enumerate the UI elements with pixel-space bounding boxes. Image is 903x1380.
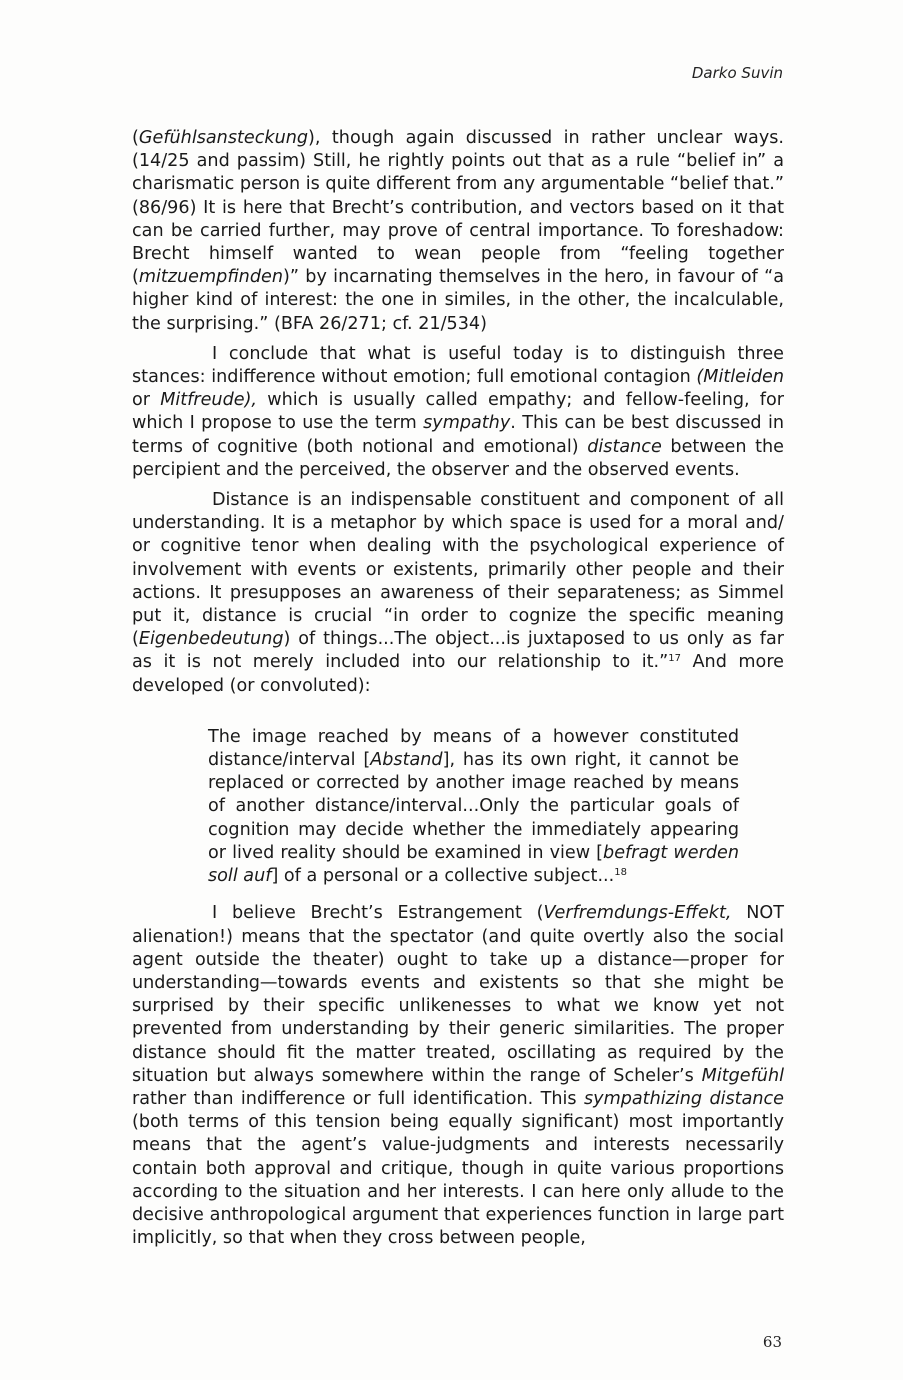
text-run: (both terms of this tension being equally significant) most importantly means that the agent’s value-judgments and interests necessarily contain both approval and critique, though in quite various proportions according to the situation and her interests. I can here only allude to the decisive anthropological argument that experiences function in large part implicitly, so that when they cross between people, bbox=[132, 1112, 784, 1249]
italic-term: Verfremdungs-Effekt, bbox=[543, 903, 732, 924]
italic-term: Eigenbedeutung bbox=[138, 629, 284, 650]
text-run: which is usually called empathy; and fellow-feeling, for which I propose to use the term bbox=[132, 390, 784, 434]
text-run: rather than indifference or full identification. This bbox=[132, 1088, 584, 1109]
italic-term: Abstand bbox=[370, 750, 443, 771]
page-number: 63 bbox=[762, 1333, 782, 1351]
paragraph bbox=[132, 902, 784, 1250]
text-run: I conclude that what is useful today is to distinguish three stances: indifference without emotion; full emotional contagion bbox=[132, 343, 784, 388]
text-run: ], has its own right, it cannot be replaced or corrected by another image reached by means of another distance/interval...Only the particular goals of cognition may decide whether the immediately appearing or lived reality should be examined in view [ bbox=[208, 750, 739, 863]
body-text bbox=[132, 127, 784, 1250]
italic-term: mitzuempfinden bbox=[138, 267, 283, 288]
italic-term: Mitgefühl bbox=[701, 1065, 784, 1086]
text-run: between the percipient and the perceived, the observer and the observed events. bbox=[132, 436, 785, 480]
block-quote bbox=[208, 726, 739, 888]
paragraph bbox=[132, 343, 784, 482]
italic-term: sympathizing distance bbox=[584, 1088, 784, 1109]
text-run: or bbox=[132, 390, 161, 411]
italic-term: Mitfreude), bbox=[160, 390, 258, 411]
text-run: . This can be best discussed in terms of cognitive (both notional and emotional) bbox=[132, 413, 784, 457]
footnote-marker: 18 bbox=[614, 867, 627, 879]
paragraph: (Gefühlsansteckung), though again discussed in rather unclear ways. (14/25 and passim) Still, he rightly points out that as a rule “belief in” a charismatic person is quite different from any argumentable “belief that.” (86/96) It is here that Brecht’s contribution, and vectors based on it that can be carried further, may prove of central importance. To foreshadow: Brecht himself wanted to wean people from “feeling together (mitzuempfinden)” by incarnating themselves in the hero, in favour of “a higher kind of interest: the one in similes, in the other, the incalculable, the surprising.” (BFA 26/271; cf. 21/534) bbox=[132, 128, 784, 334]
running-head: Darko Suvin bbox=[691, 64, 783, 82]
text-run: ) of things...The object...is juxtaposed to us only as far as it is not merely included into our relationship to it.” bbox=[132, 629, 784, 673]
italic-term: Gefühlsansteckung bbox=[138, 128, 309, 148]
text-run: Distance is an indispensable constituent and component of all understanding. It is a metaphor by which space is used for a moral and/ or cognitive tenor when dealing with the psychological experience of involvement with events or existents, primarily other people and their actions. It presupposes an awareness of their separateness; as Simmel put it, distance is crucial “in order to cognize the specific meaning ( bbox=[132, 490, 784, 650]
italic-term: befragt werden soll auf bbox=[208, 842, 739, 887]
quote-paragraph bbox=[208, 726, 739, 888]
text-run: The image reached by means of a however constituted distance/interval [ bbox=[208, 726, 739, 771]
text-run: I believe Brecht’s Estrangement ( bbox=[212, 903, 544, 924]
paragraph bbox=[132, 489, 784, 698]
italic-term: (Mitleiden bbox=[696, 367, 784, 388]
text-run: ), though again discussed in rather unclear ways. (14/25 and passim) Still, he rightly points out that as a rule “belief in” a charismatic person is quite different from any argumentable “belief that.” (86/96) It is here that Brecht’s contribution, and vectors based on it that can be carried further, may prove of central importance. To foreshadow: Brecht himself wanted to wean people from “feeling together ( bbox=[132, 128, 784, 288]
text-run: NOT alienation!) means that the spectator (and quite overtly also the social agent outside the theater) ought to take up a distance—proper for understanding—towards events and existents so that she might be surprised by their specific unlikenesses to what we know yet not prevented from understanding by their generic similarities. The proper distance should fit the matter treated, oscillating as required by the situation but always somewhere within the range of Scheler’s bbox=[132, 903, 784, 1086]
italic-term: distance bbox=[587, 436, 662, 457]
text-run: )” by incarnating themselves in the hero, in favour of “a higher kind of interest: the one in similes, in the other, the incalculable, the surprising.” (BFA 26/271; cf. 21/534) bbox=[132, 267, 784, 334]
italic-term: sympathy bbox=[423, 413, 511, 434]
text-run: ] of a personal or a collective subject... bbox=[271, 866, 615, 887]
footnote-marker: 17 bbox=[668, 653, 681, 665]
text-run: And more developed (or convoluted): bbox=[132, 652, 784, 696]
